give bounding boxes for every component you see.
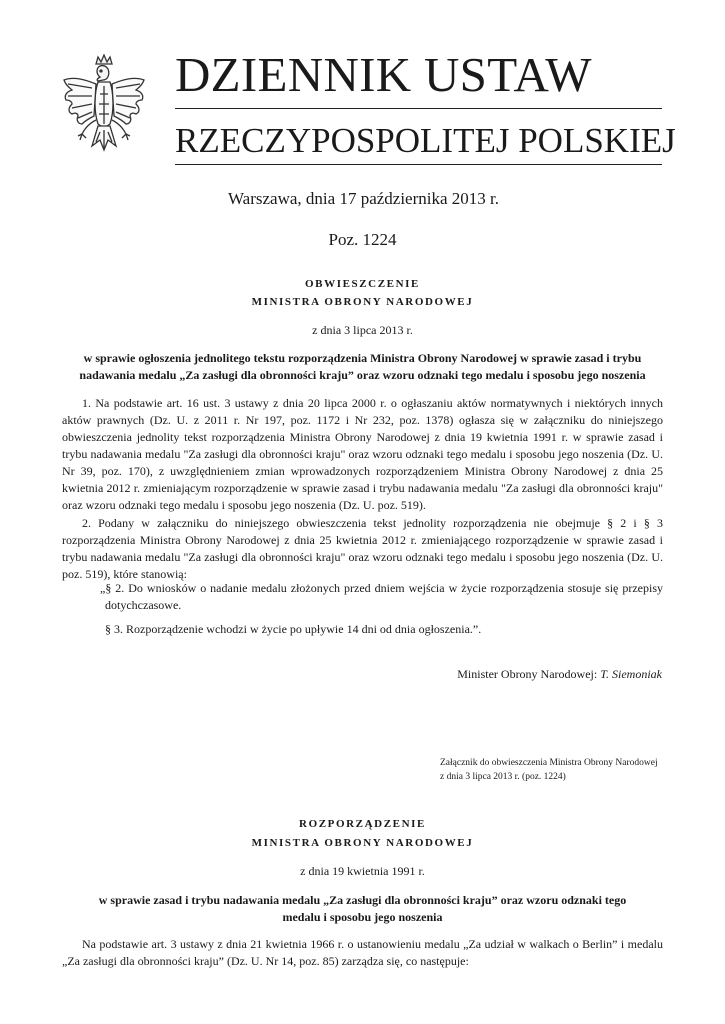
masthead-subtitle: RZECZYPOSPOLITEJ POLSKIEJ [175, 121, 676, 160]
masthead-divider [175, 108, 662, 109]
signature-role: Minister Obrony Narodowej: [457, 667, 601, 681]
masthead-title: DZIENNIK USTAW [175, 47, 592, 102]
annex-note [440, 756, 670, 784]
announcement-paragraph-2: 2. Podany w załączniku do niniejszego obwieszczenia tekst jednolity rozporządzenia nie obejmuje § 2 i § 3 rozporządzenia Ministra Obrony Narodowej z dnia 25 kwietnia 2012 r. zmieniającego rozporządzenie w sprawie zasad i trybu nadawania medalu "Za zasługi dla obronności kraju" oraz wzoru odznaki tego medalu i sposobu jego noszenia (Dz. U. poz. 519), które stanowią: [62, 516, 663, 581]
regulation-heading: ROZPORZĄDZENIE [299, 818, 426, 830]
announcement-paragraph-1: 1. Na podstawie art. 16 ust. 3 ustawy z dnia 20 lipca 2000 r. o ogłaszaniu aktów normatywnych i niektórych innych aktów prawnych (Dz. U. z 2011 r. Nr 197, poz. 1172 i Nr 232, poz. 1378) ogłasza się w załączniku do niniejszego obwieszczenia jednolity tekst rozporządzenia Ministra Obrony Narodowej z dnia 19 kwietnia 1991 r. w sprawie zasad i trybu nadawania medalu "Za zasługi dla obronności kraju" oraz wzoru odznaki tego medalu i sposobu jego noszenia (Dz. U. Nr 39, poz. 170), z uwzględnieniem zmian wprowadzonych rozporządzeniem Ministra Obrony Narodowej z dnia 25 kwietnia 2012 r. zmieniającym rozporządzenie w sprawie zasad i trybu nadawania medalu "Za zasługi dla obronności kraju" oraz wzoru odznaki tego medalu i sposobu jego noszenia (Dz. U. poz. 519). [62, 396, 663, 512]
position-number: Poz. 1224 [328, 230, 397, 249]
announcement-heading: OBWIESZCZENIE [305, 278, 420, 290]
quoted-section-3: § 3. Rozporządzenie wchodzi w życie po upływie 14 dni od dnia ogłoszenia.”. [105, 622, 482, 636]
annex-note-line-1: Załącznik do obwieszczenia Ministra Obrony Narodowej [440, 758, 658, 768]
announcement-issuer: MINISTRA OBRONY NARODOWEJ [251, 296, 474, 308]
regulation-issuer: MINISTRA OBRONY NARODOWEJ [251, 837, 474, 849]
regulation-date: z dnia 19 kwietnia 1991 r. [300, 864, 425, 878]
polish-eagle-emblem-icon [58, 54, 150, 166]
signature [457, 667, 662, 682]
annex-note-line-2: z dnia 3 lipca 2013 r. (poz. 1224) [440, 772, 566, 782]
quoted-section-2: „§ 2. Do wniosków o nadanie medalu złożonych przed dniem wejścia w życie rozporządzenia stosuje się przepisy dotychczasowe. [100, 581, 663, 612]
regulation-preamble: Na podstawie art. 3 ustawy z dnia 21 kwietnia 1966 r. o ustanowieniu medalu „Za udział w walkach o Berlin” i medalu „Za zasługi dla obronności kraju” (Dz. U. Nr 14, poz. 85) zarządza się, co następuje: [62, 937, 663, 968]
announcement-date: z dnia 3 lipca 2013 r. [312, 323, 413, 337]
regulation-subject: w sprawie zasad i trybu nadawania medalu „Za zasługi dla obronności kraju” oraz wzoru odznaki tego medalu i sposobu jego noszenia [98, 893, 627, 924]
issue-date: Warszawa, dnia 17 października 2013 r. [228, 189, 499, 208]
masthead-bottom-divider [175, 164, 662, 165]
announcement-subject: w sprawie ogłoszenia jednolitego tekstu rozporządzenia Ministra Obrony Narodowej w sprawie zasad i trybu nadawania medalu „Za zasługi dla obronności kraju” oraz wzoru odznaki tego medalu i sposobu jego noszenia [79, 351, 646, 382]
signature-name: T. Siemoniak [600, 667, 662, 681]
